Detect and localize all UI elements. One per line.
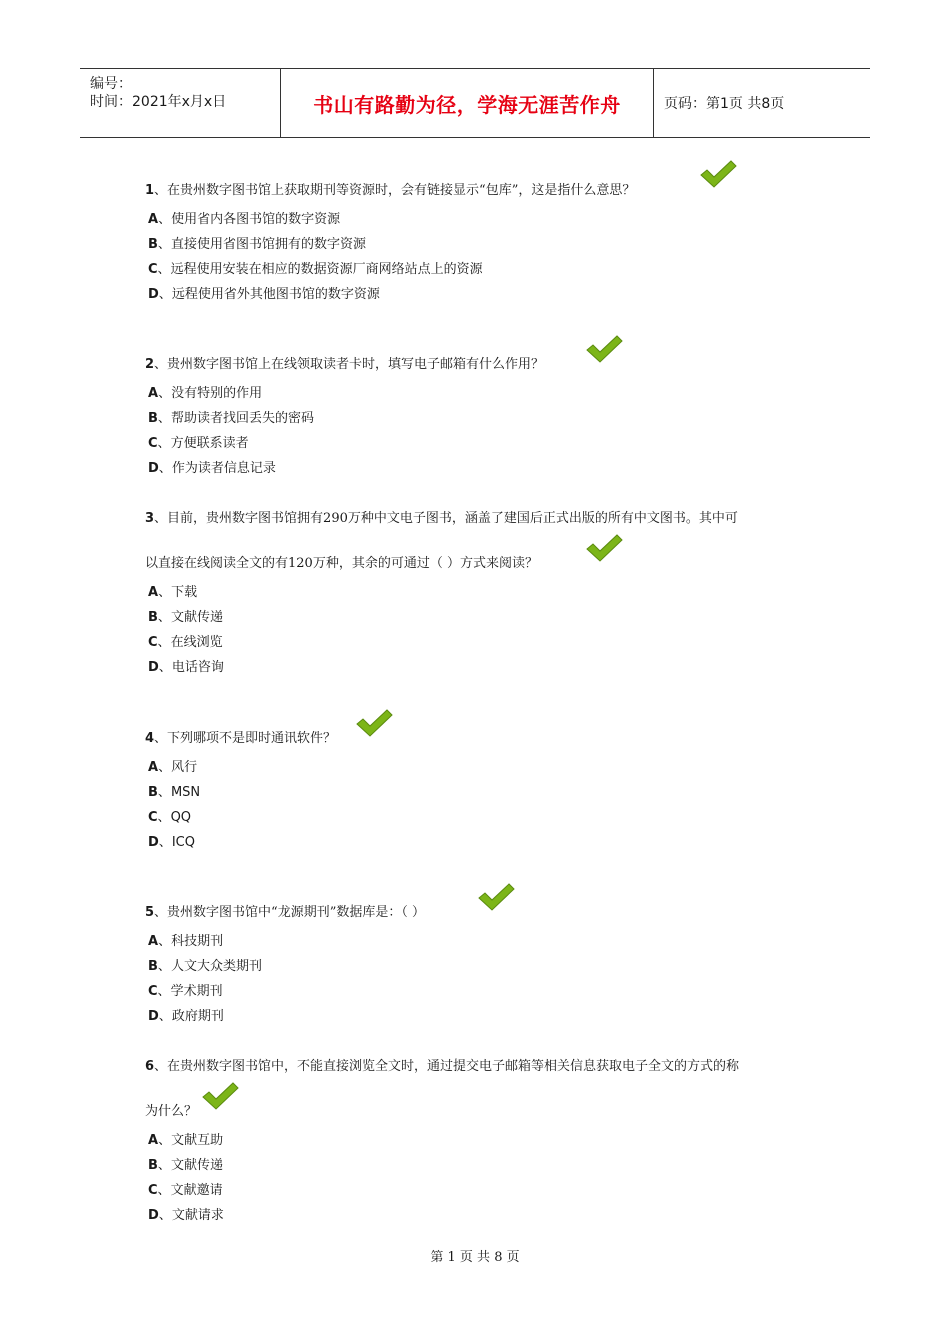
question-6-line2	[145, 1102, 825, 1122]
option-text: 没有特别的作用	[171, 386, 263, 401]
option-letter: B	[148, 1158, 158, 1173]
option-letter: A	[148, 760, 159, 775]
option-text: 风行	[171, 760, 198, 775]
option-text: 文献互助	[171, 1133, 224, 1148]
header-page-info: 页码：第1页 共8页	[664, 96, 785, 112]
option-text: 科技期刊	[171, 934, 224, 949]
option-text: 文献传递	[170, 610, 223, 625]
option-1d	[148, 285, 380, 305]
option-letter: D	[148, 1009, 159, 1024]
option-6b	[148, 1156, 223, 1176]
option-separator: 、	[158, 1009, 172, 1024]
question-text-line2: 以直接在线阅读全文的有120万种，其余的可通过（ ）方式来阅读？	[145, 556, 538, 571]
option-text: 政府期刊	[171, 1009, 224, 1024]
option-3a	[148, 583, 197, 603]
option-letter: C	[148, 436, 158, 451]
option-6c	[148, 1181, 223, 1201]
option-separator: 、	[157, 635, 171, 650]
option-separator: 、	[157, 411, 171, 426]
option-letter: A	[148, 1133, 159, 1148]
option-separator: 、	[157, 1158, 171, 1173]
header-meta-cell	[80, 69, 281, 137]
option-text: 文献邀请	[170, 1183, 223, 1198]
option-letter: C	[148, 262, 158, 277]
option-letter: C	[148, 1183, 158, 1198]
option-letter: A	[148, 934, 159, 949]
question-number: 6	[145, 1059, 155, 1074]
option-letter: C	[148, 810, 158, 825]
question-text: 、贵州数字图书馆上在线领取读者卡时，填写电子邮箱有什么作用？	[154, 357, 545, 372]
option-separator: 、	[158, 212, 172, 227]
option-letter: D	[148, 835, 159, 850]
checkmark-icon	[584, 333, 624, 365]
option-text: ICQ	[171, 835, 195, 850]
option-text: 下载	[171, 585, 198, 600]
checkmark-icon	[698, 158, 738, 190]
option-text: 远程使用省外其他图书馆的数字资源	[171, 287, 380, 302]
option-separator: 、	[157, 237, 171, 252]
option-letter: B	[148, 411, 158, 426]
question-text: 、贵州数字图书馆中“龙源期刊”数据库是：（ ）	[154, 905, 425, 920]
checkmark-icon	[584, 532, 624, 564]
option-letter: B	[148, 959, 158, 974]
option-4c	[148, 808, 191, 828]
option-text: 在线浏览	[170, 635, 223, 650]
option-6d	[148, 1206, 224, 1226]
option-5d	[148, 1007, 224, 1027]
question-number: 2	[145, 357, 155, 372]
option-4b	[148, 783, 200, 803]
question-text: 、下列哪项不是即时通讯软件？	[154, 731, 337, 746]
header-page-cell	[654, 69, 870, 137]
option-separator: 、	[157, 436, 171, 451]
option-text: 电话咨询	[171, 660, 224, 675]
option-separator: 、	[158, 1133, 172, 1148]
option-letter: D	[148, 461, 159, 476]
checkmark-icon	[354, 707, 394, 739]
option-3d	[148, 658, 224, 678]
option-6a	[148, 1131, 223, 1151]
option-separator: 、	[157, 1183, 171, 1198]
checkmark-icon	[476, 881, 516, 913]
option-letter: A	[148, 585, 159, 600]
page-footer: 第 1 页 共 8 页	[430, 1250, 520, 1265]
option-separator: 、	[158, 1208, 172, 1223]
option-2d	[148, 459, 276, 479]
option-1a	[148, 210, 340, 230]
option-separator: 、	[157, 959, 171, 974]
option-5c	[148, 982, 223, 1002]
question-6	[145, 1057, 825, 1077]
question-number: 5	[145, 905, 155, 920]
header-motto-cell	[281, 69, 654, 137]
option-separator: 、	[158, 461, 172, 476]
option-letter: B	[148, 610, 158, 625]
option-separator: 、	[158, 660, 172, 675]
option-separator: 、	[158, 760, 172, 775]
doc-time-label: 时间：2021年x月x日	[90, 94, 227, 110]
option-separator: 、	[157, 984, 171, 999]
question-text-line1: 、目前，贵州数字图书馆拥有290万种中文电子图书，涵盖了建国后正式出版的所有中文图书。其中可	[154, 511, 738, 526]
question-number: 3	[145, 511, 155, 526]
question-number: 4	[145, 731, 155, 746]
option-1b	[148, 235, 366, 255]
option-separator: 、	[157, 610, 171, 625]
option-text: 学术期刊	[170, 984, 223, 999]
question-number: 1	[145, 183, 155, 198]
option-5a	[148, 932, 223, 952]
option-3b	[148, 608, 223, 628]
option-separator: 、	[157, 262, 171, 277]
option-letter: A	[148, 386, 159, 401]
checkmark-icon	[200, 1080, 240, 1112]
option-5b	[148, 957, 262, 977]
option-separator: 、	[157, 785, 171, 800]
option-separator: 、	[158, 386, 172, 401]
option-separator: 、	[157, 810, 171, 825]
option-letter: B	[148, 785, 158, 800]
question-3-line2	[145, 554, 825, 574]
option-2a	[148, 384, 262, 404]
option-3c	[148, 633, 223, 653]
option-letter: D	[148, 287, 159, 302]
option-text: 作为读者信息记录	[171, 461, 276, 476]
option-text: 方便联系读者	[170, 436, 249, 451]
question-2	[145, 355, 825, 375]
option-text: MSN	[170, 785, 201, 800]
page-header	[80, 68, 870, 138]
option-1c	[148, 260, 483, 280]
question-text: 、在贵州数字图书馆上获取期刊等资源时，会有链接显示“包库”，这是指什么意思？	[154, 183, 636, 198]
option-letter: D	[148, 1208, 159, 1223]
doc-number-label: 编号：	[90, 76, 132, 92]
option-text: 直接使用省图书馆拥有的数字资源	[170, 237, 366, 252]
option-text: 帮助读者找回丢失的密码	[170, 411, 314, 426]
option-text: 文献传递	[170, 1158, 223, 1173]
question-4	[145, 729, 825, 749]
option-separator: 、	[158, 585, 172, 600]
option-letter: A	[148, 212, 159, 227]
option-text: 人文大众类期刊	[170, 959, 262, 974]
question-text-line2: 为什么？	[145, 1104, 198, 1119]
option-letter: C	[148, 635, 158, 650]
option-2b	[148, 409, 314, 429]
option-letter: D	[148, 660, 159, 675]
motto-text: 书山有路勤为径，学海无涯苦作舟	[313, 92, 621, 117]
option-2c	[148, 434, 249, 454]
option-letter: B	[148, 237, 158, 252]
option-text: QQ	[170, 810, 192, 825]
question-3	[145, 509, 825, 529]
option-text: 远程使用安装在相应的数据资源厂商网络站点上的资源	[170, 262, 483, 277]
option-4a	[148, 758, 197, 778]
option-4d	[148, 833, 195, 853]
option-separator: 、	[158, 835, 172, 850]
option-text: 文献请求	[171, 1208, 224, 1223]
option-letter: C	[148, 984, 158, 999]
option-separator: 、	[158, 287, 172, 302]
option-separator: 、	[158, 934, 172, 949]
question-text-line1: 、在贵州数字图书馆中，不能直接浏览全文时，通过提交电子邮箱等相关信息获取电子全文的方式的称	[154, 1059, 740, 1074]
option-text: 使用省内各图书馆的数字资源	[171, 212, 341, 227]
